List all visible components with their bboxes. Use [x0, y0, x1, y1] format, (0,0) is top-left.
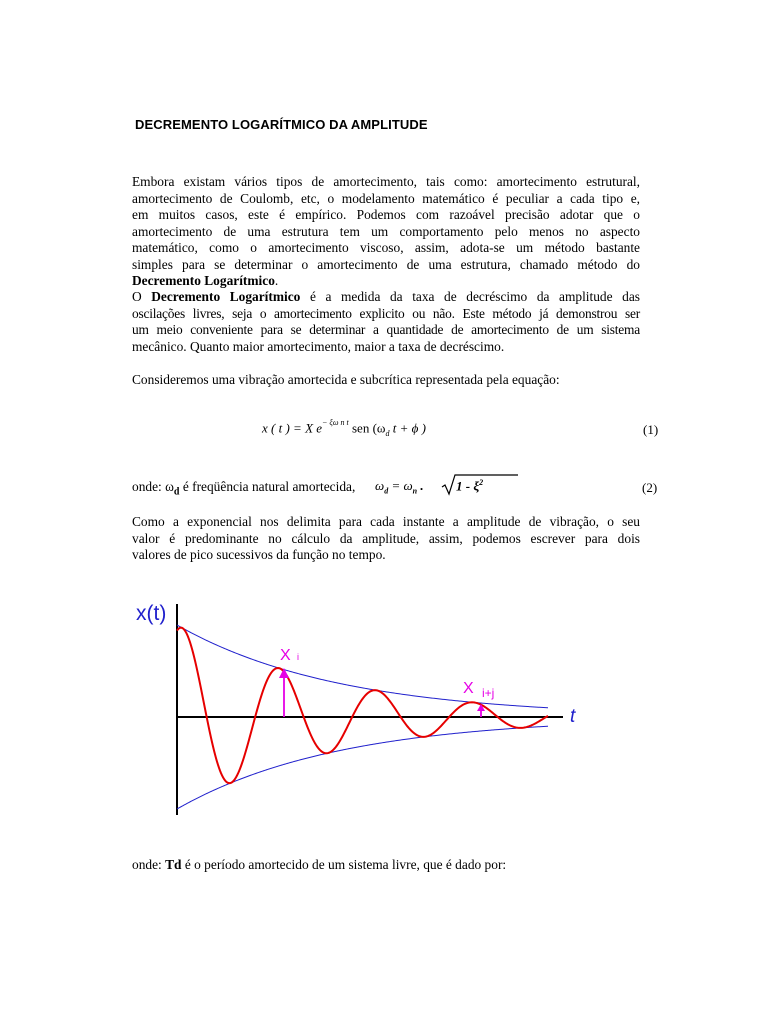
- equation-number-2: (2): [642, 480, 658, 495]
- equation-exponent: − ξω n t: [322, 418, 349, 427]
- text-line: Como a exponencial nos delimita para cada instante a amplitude de vibração, o seu: [132, 514, 640, 529]
- text-line: valores de pico sucessivos da função no tempo.: [132, 547, 386, 562]
- equation-2: [375, 478, 424, 496]
- text-fragment: onde:: [132, 857, 166, 872]
- peak-i-subscript: i: [297, 652, 299, 662]
- sqrt-radicand: [456, 478, 483, 494]
- paragraph-onde-omega: [132, 479, 492, 501]
- peak-ij-arrowhead: [477, 704, 485, 711]
- text-line: [132, 289, 640, 306]
- damped-vibration-figure: [0, 590, 768, 830]
- equation-lhs: x ( t ) = X e: [262, 420, 323, 436]
- equation-subscript: d: [385, 428, 390, 438]
- text-line: mecânico. Quanto maior amortecimento, maior a taxa de decréscimo.: [132, 338, 505, 354]
- text-fragment: é a medida da taxa de decréscimo da amplitude das: [300, 289, 640, 304]
- peak-i-label: X: [280, 647, 291, 664]
- paragraph-exponential: [132, 514, 640, 564]
- omega-d: ω: [375, 478, 385, 493]
- equation-number-1: (1): [643, 422, 659, 437]
- paragraph-intro: [132, 174, 640, 290]
- equation-dot: .: [417, 478, 424, 493]
- text-line: valor é predominante no cálculo da amplitude, assim, podemos escrever para dois: [132, 530, 640, 546]
- text-line: Consideremos uma vibração amortecida e subcrítica representada pela equação:: [132, 372, 560, 387]
- text-line: [132, 857, 640, 874]
- text-fragment: O: [132, 289, 152, 304]
- equation-rest: t + ϕ ): [389, 420, 426, 436]
- bold-term: Decremento Logarítmico: [151, 289, 301, 304]
- text-line: amortecimento de Coulomb, etc, o modelamento matemático é peculiar a cada tipo e,: [132, 190, 640, 206]
- paragraph-definition: [132, 289, 640, 355]
- damped-oscillation-curve: [177, 628, 548, 784]
- text-line: matemático, como o amortecimento viscoso, assim, adota-se um método bastante: [132, 240, 640, 255]
- text-fragment: .: [274, 273, 279, 288]
- text-line: amortecimento de uma estrutura tem um comportamento pelo menos no aspecto: [132, 223, 640, 239]
- peak-ij-label: X: [463, 680, 474, 697]
- omega-subscript: d: [173, 486, 180, 498]
- text-line: Embora existam vários tipos de amortecimento, tais como: amortecimento estrutural,: [132, 174, 640, 189]
- envelope-lower: [177, 726, 548, 809]
- text-fragment: onde: ω: [132, 479, 174, 494]
- page-title: DECREMENTO LOGARÍTMICO DA AMPLITUDE: [135, 117, 428, 132]
- paragraph-equation-intro: [132, 372, 640, 389]
- text-fragment: é freqüência natural amortecida,: [179, 479, 356, 494]
- paragraph-td: [132, 857, 640, 874]
- text-line: simples para se determinar o amortecimento de uma estrutura, chamado método do: [132, 256, 640, 272]
- omega-n-subscript: n: [412, 486, 418, 496]
- equation-1: [262, 420, 426, 438]
- equation-mid: = ω: [388, 478, 413, 493]
- bold-term: Td: [165, 857, 182, 872]
- radicand-superscript: 2: [479, 478, 484, 487]
- radicand-text: 1 - ξ: [456, 478, 480, 494]
- bold-term: Decremento Logarítmico: [132, 273, 275, 288]
- equation-sen: sen (ω: [351, 420, 386, 436]
- x-axis-label: t: [570, 706, 576, 727]
- text-line: um meio conveniente para se determinar a quantidade de amortecimento de um sistema: [132, 322, 640, 337]
- text-line: [132, 273, 640, 290]
- peak-ij-subscript: i+j: [482, 686, 495, 700]
- text-line: em muitos casos, este é empírico. Podemos com razoável precisão adotar que o: [132, 207, 640, 222]
- y-axis-label: x(t): [136, 602, 167, 625]
- text-fragment: é o período amortecido de um sistema livre, que é dado por:: [181, 857, 507, 872]
- text-line: oscilações livres, seja o amortecimento explicito ou não. Este método já demonstrou ser: [132, 305, 640, 321]
- omega-d-subscript: d: [384, 486, 389, 496]
